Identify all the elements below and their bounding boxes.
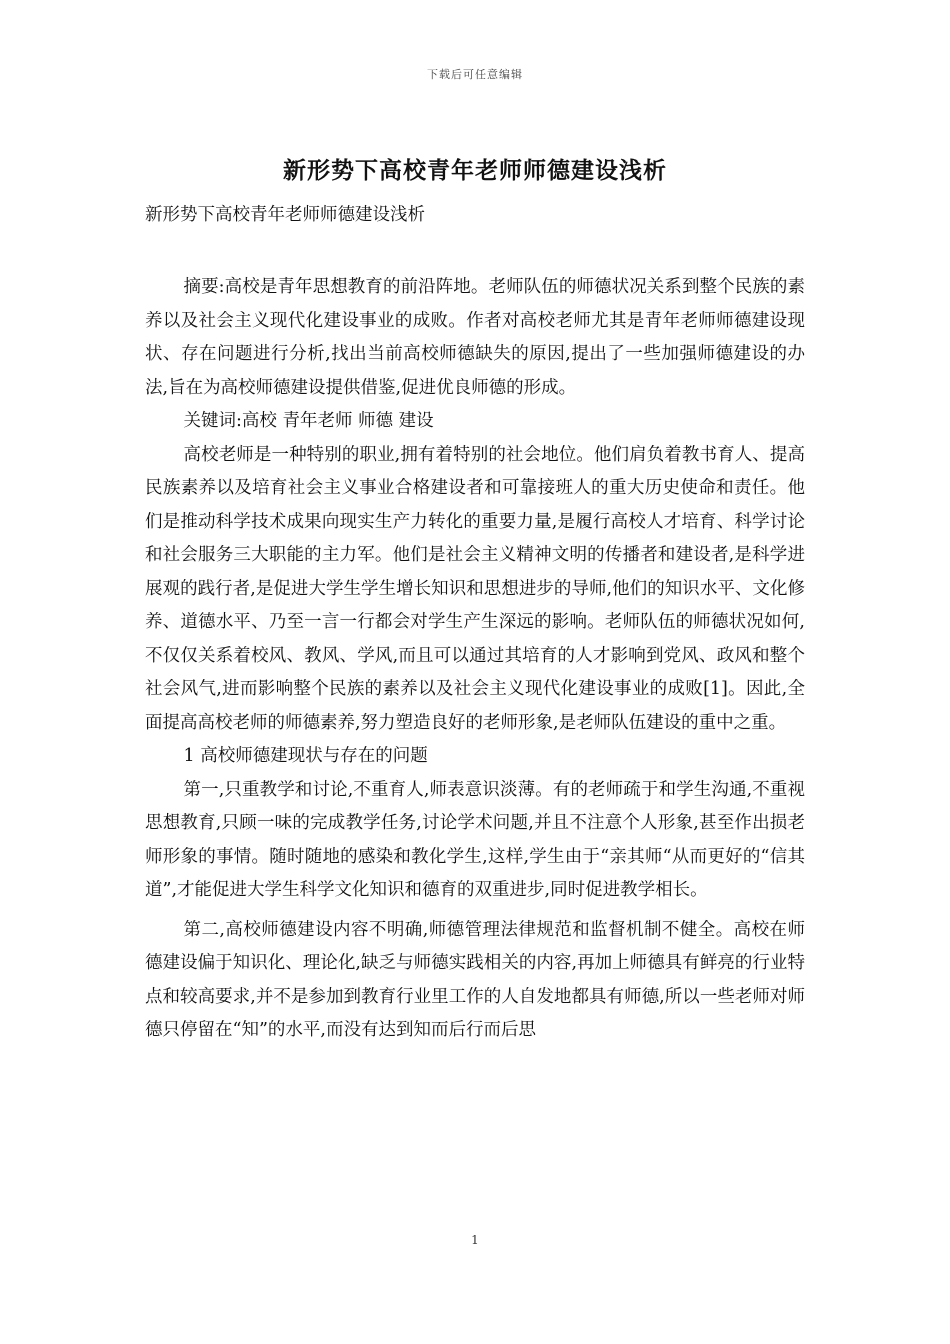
body-paragraph: 第一,只重教学和讨论,不重育人,师表意识淡薄。有的老师疏于和学生沟通,不重视思想教育,只顾一味的完成教学任务,讨论学术问题,并且不注意个人形象,甚至作出损老师形象的事情。随时随地的感染和教化学生,这样,学生由于“亲其师“从而更好的“信其道”,才能促进大学生科学文化知识和德育的双重进步,同时促进教学相长。 [145,779,805,900]
page-number: 1 [471,1233,479,1247]
abstract-paragraph: 摘要:高校是青年思想教育的前沿阵地。老师队伍的师德状况关系到整个民族的素养以及社会主义现代化建设事业的成败。作者对高校老师尤其是青年老师师德建设现状、存在问题进行分析,找出当前高校师德缺失的原因,提出了一些加强师德建设的办法,旨在为高校师德建设提供借鉴,促进优良师德的形成。 [145,277,805,398]
section-heading: 1 高校师德建现状与存在的问题 [183,746,428,766]
body-paragraph: 高校老师是一种特别的职业,拥有着特别的社会地位。他们肩负着教书育人、提高民族素养以及培育社会主义事业合格建设者和可靠接班人的重大历史使命和责任。他们是推动科学技术成果向现实生产力转化的重要力量,是履行高校人才培育、科学讨论和社会服务三大职能的主力军。他们是社会主义精神文明的传播者和建设者,是科学进展观的践行者,是促进大学生学生增长知识和思想进步的导师,他们的知识水平、文化修养、道德水平、乃至一言一行都会对学生产生深远的影响。老师队伍的师德状况如何,不仅仅关系着校风、教风、学风,而且可以通过其培育的人才影响到党风、政风和整个社会风气,进而影响整个民族的素养以及社会主义现代化建设事业的成败[1]。因此,全面提高高校老师的师德素养,努力塑造良好的老师形象,是老师队伍建设的重中之重。 [145,444,805,733]
keywords-paragraph: 关键词:高校 青年老师 师德 建设 [183,411,434,431]
body-paragraph: 第二,高校师德建设内容不明确,师德管理法律规范和监督机制不健全。高校在师德建设偏于知识化、理论化,缺乏与师德实践相关的内容,再加上师德具有鲜亮的行业特点和较高要求,并不是参加到教育行业里工作的人自发地都具有师德,所以一些老师对师德只停留在“知”的水平,而没有达到知而后行而后思 [145,919,805,1040]
document-title: 新形势下高校青年老师师德建设浅析 [283,157,667,184]
page-header-note: 下载后可任意编辑 [427,68,523,81]
document-body [145,271,805,1048]
document-subtitle: 新形势下高校青年老师师德建设浅析 [145,205,425,225]
